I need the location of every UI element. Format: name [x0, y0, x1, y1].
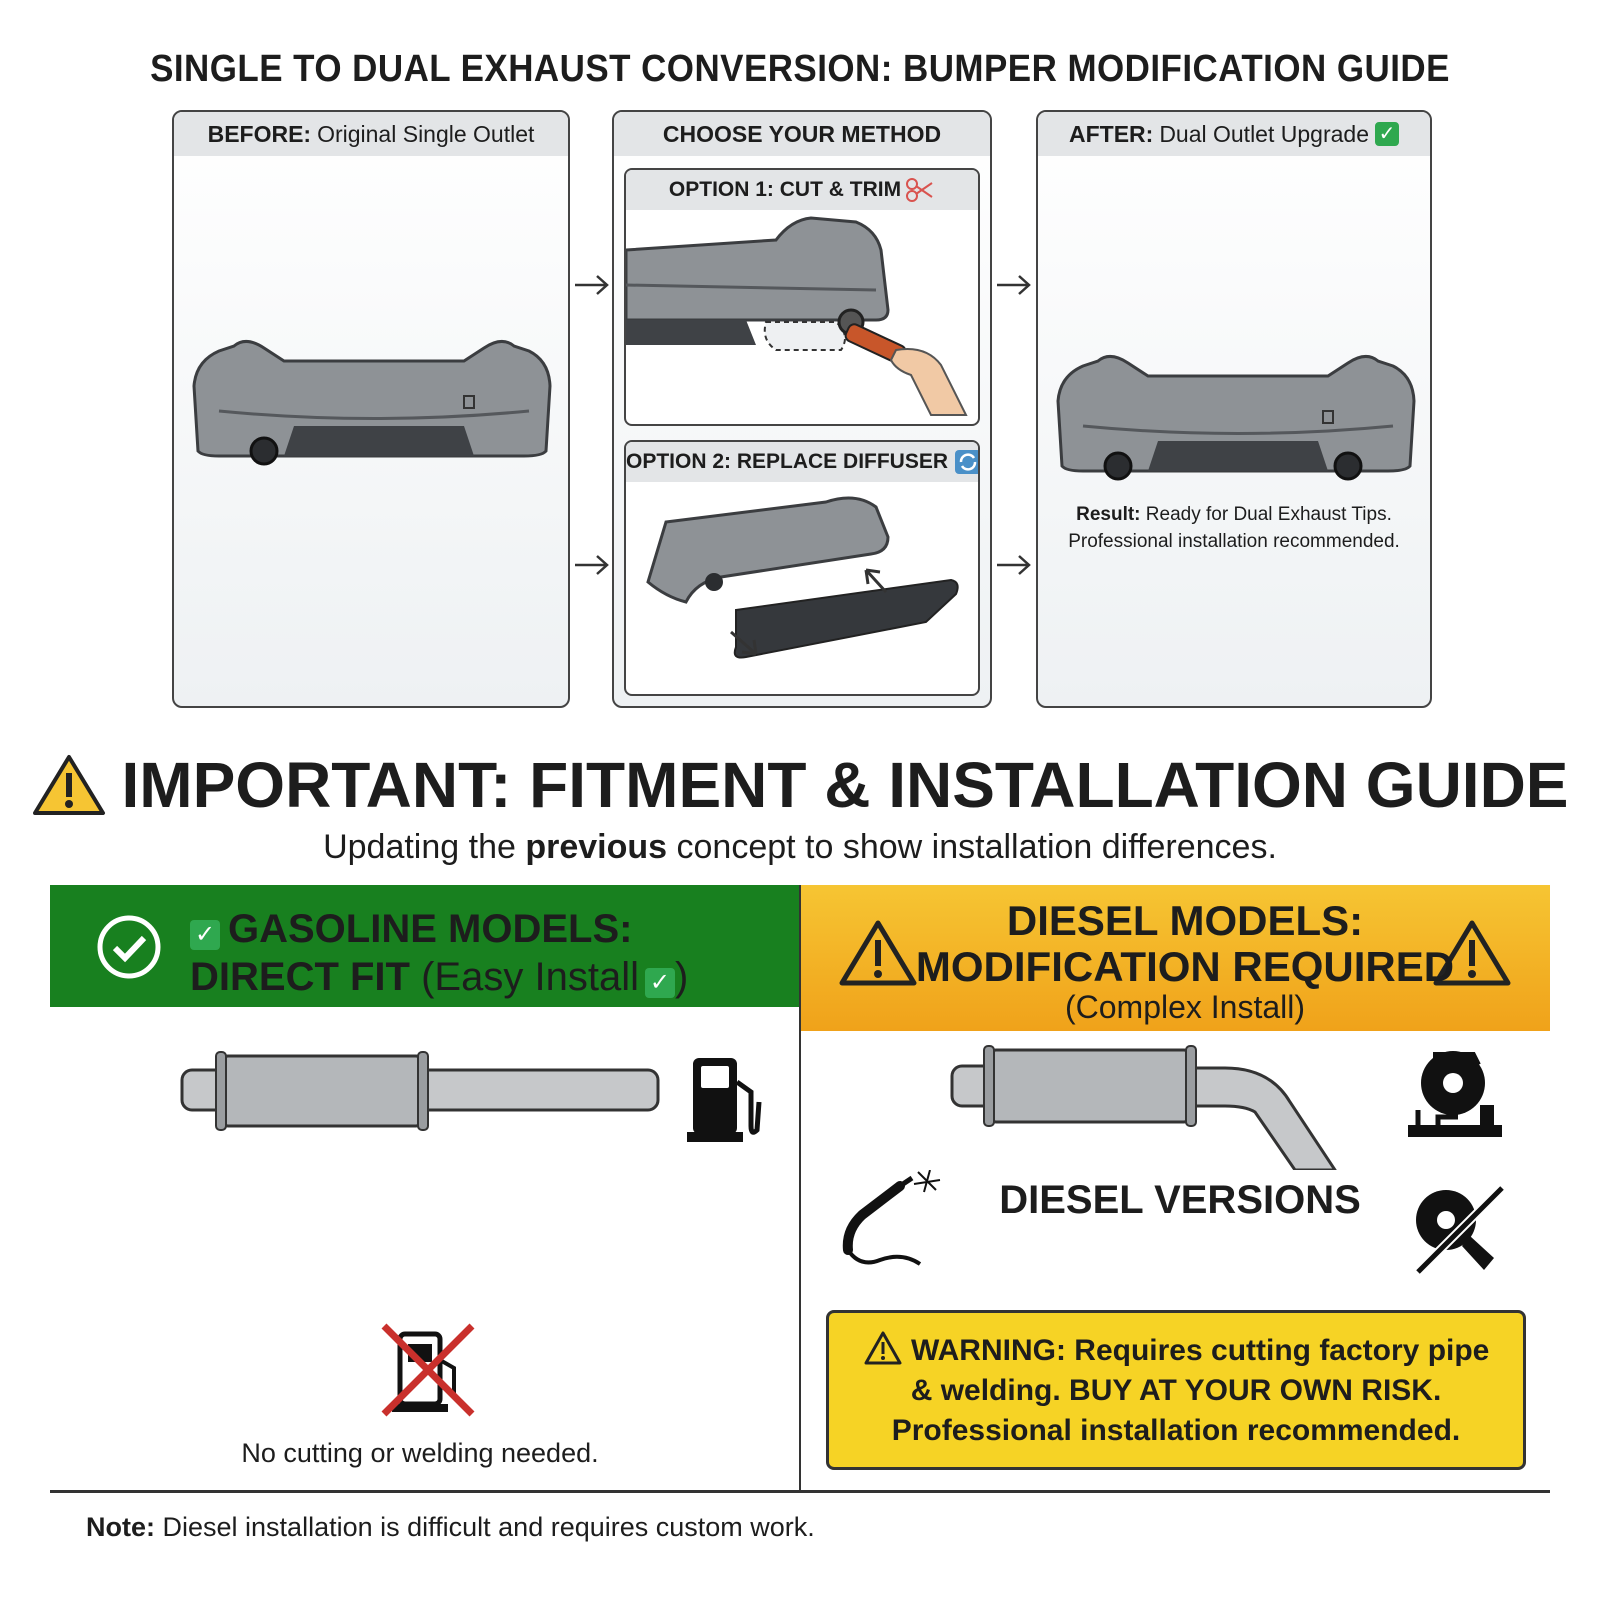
warning-line2: & welding. BUY AT YOUR OWN RISK. [910, 1373, 1442, 1407]
result-line2: Professional installation recommended. [1068, 531, 1400, 552]
option2-label: OPTION 2: REPLACE DIFFUSER [626, 450, 949, 473]
arrow-right-icon [995, 550, 1035, 580]
single-outlet-bumper-illustration [174, 156, 568, 706]
cutoff-saw-icon [1398, 1035, 1508, 1145]
gasoline-line1: GASOLINE MODELS: [228, 907, 633, 951]
warning-line3: Professional installation recommended. [891, 1413, 1461, 1447]
cut-and-trim-illustration [626, 210, 978, 424]
after-panel [1036, 110, 1432, 708]
no-grinder-icon [1410, 1180, 1510, 1280]
result-line1: Ready for Dual Exhaust Tips. [1145, 504, 1392, 525]
replace-diffuser-illustration [626, 482, 978, 694]
before-label: Original Single Outlet [317, 120, 535, 147]
method-panel-header: CHOOSE YOUR METHOD [614, 112, 990, 156]
refresh-icon [954, 449, 978, 475]
after-label-bold: AFTER: [1068, 120, 1154, 147]
no-cutting-text: No cutting or welding needed. [241, 1438, 599, 1468]
subtitle-post: concept to show installation differences. [676, 828, 1277, 866]
warning-icon [32, 753, 106, 817]
arrow-right-icon [995, 270, 1035, 300]
footer-note [86, 1512, 815, 1543]
important-heading [0, 748, 1600, 822]
arrow-right-icon [573, 550, 613, 580]
fuel-pump-icon [685, 1052, 765, 1144]
gasoline-direct-fit: DIRECT FIT [190, 955, 410, 999]
option1-panel [624, 168, 980, 426]
option1-label: OPTION 1: CUT & TRIM [668, 178, 902, 201]
warning-icon [863, 1330, 903, 1366]
gasoline-close-paren: ) [674, 955, 689, 999]
scissors-icon [905, 177, 935, 203]
bent-exhaust-pipe-illustration [950, 1040, 1370, 1170]
note-bold: Note: [86, 1512, 155, 1542]
result-text [1038, 501, 1430, 555]
option2-panel [624, 440, 980, 696]
note-text: Diesel installation is difficult and requires custom work. [162, 1512, 815, 1542]
page-title: SINGLE TO DUAL EXHAUST CONVERSION: BUMPER MODIFICATION GUIDE [150, 48, 1450, 90]
warning-box [826, 1310, 1526, 1470]
result-bold: Result: [1076, 504, 1141, 525]
check-circle-icon [96, 914, 162, 980]
no-fuel-icon [378, 1320, 478, 1420]
check-icon: ✓ [1375, 122, 1399, 146]
diesel-versions-label: DIESEL VERSIONS [999, 1178, 1361, 1222]
diesel-line1: DIESEL MODELS: [1006, 897, 1364, 944]
subtitle-bold: previous [525, 828, 668, 866]
before-label-bold: BEFORE: [207, 120, 312, 147]
warning-text [863, 1330, 1490, 1451]
bottom-divider [50, 1490, 1550, 1493]
arrow-right-icon [573, 270, 613, 300]
check-icon: ✓ [645, 968, 675, 998]
warning-bold: WARNING: [910, 1333, 1066, 1367]
before-panel [172, 110, 570, 708]
gasoline-header-text [190, 905, 688, 1001]
check-icon: ✓ [190, 920, 220, 950]
warning-line1: Requires cutting factory pipe [1074, 1333, 1490, 1367]
option2-header [626, 442, 978, 482]
after-panel-header [1038, 112, 1430, 156]
diesel-header-text [900, 898, 1470, 1024]
option1-header [626, 170, 978, 210]
column-divider [799, 885, 801, 1491]
dual-outlet-bumper-illustration [1038, 156, 1430, 496]
before-panel-header [174, 112, 568, 156]
after-label: Dual Outlet Upgrade [1159, 120, 1369, 147]
straight-exhaust-pipe-illustration [180, 1048, 660, 1138]
important-title: IMPORTANT: FITMENT & INSTALLATION GUIDE [121, 749, 1569, 821]
gasoline-easy-install: (Easy Install [421, 955, 639, 999]
important-subtitle [0, 828, 1600, 867]
subtitle-pre: Updating the [323, 828, 516, 866]
diesel-line2: MODIFICATION REQUIRED [915, 943, 1455, 990]
welding-torch-icon [840, 1170, 950, 1270]
diesel-line3: (Complex Install) [1064, 989, 1306, 1025]
